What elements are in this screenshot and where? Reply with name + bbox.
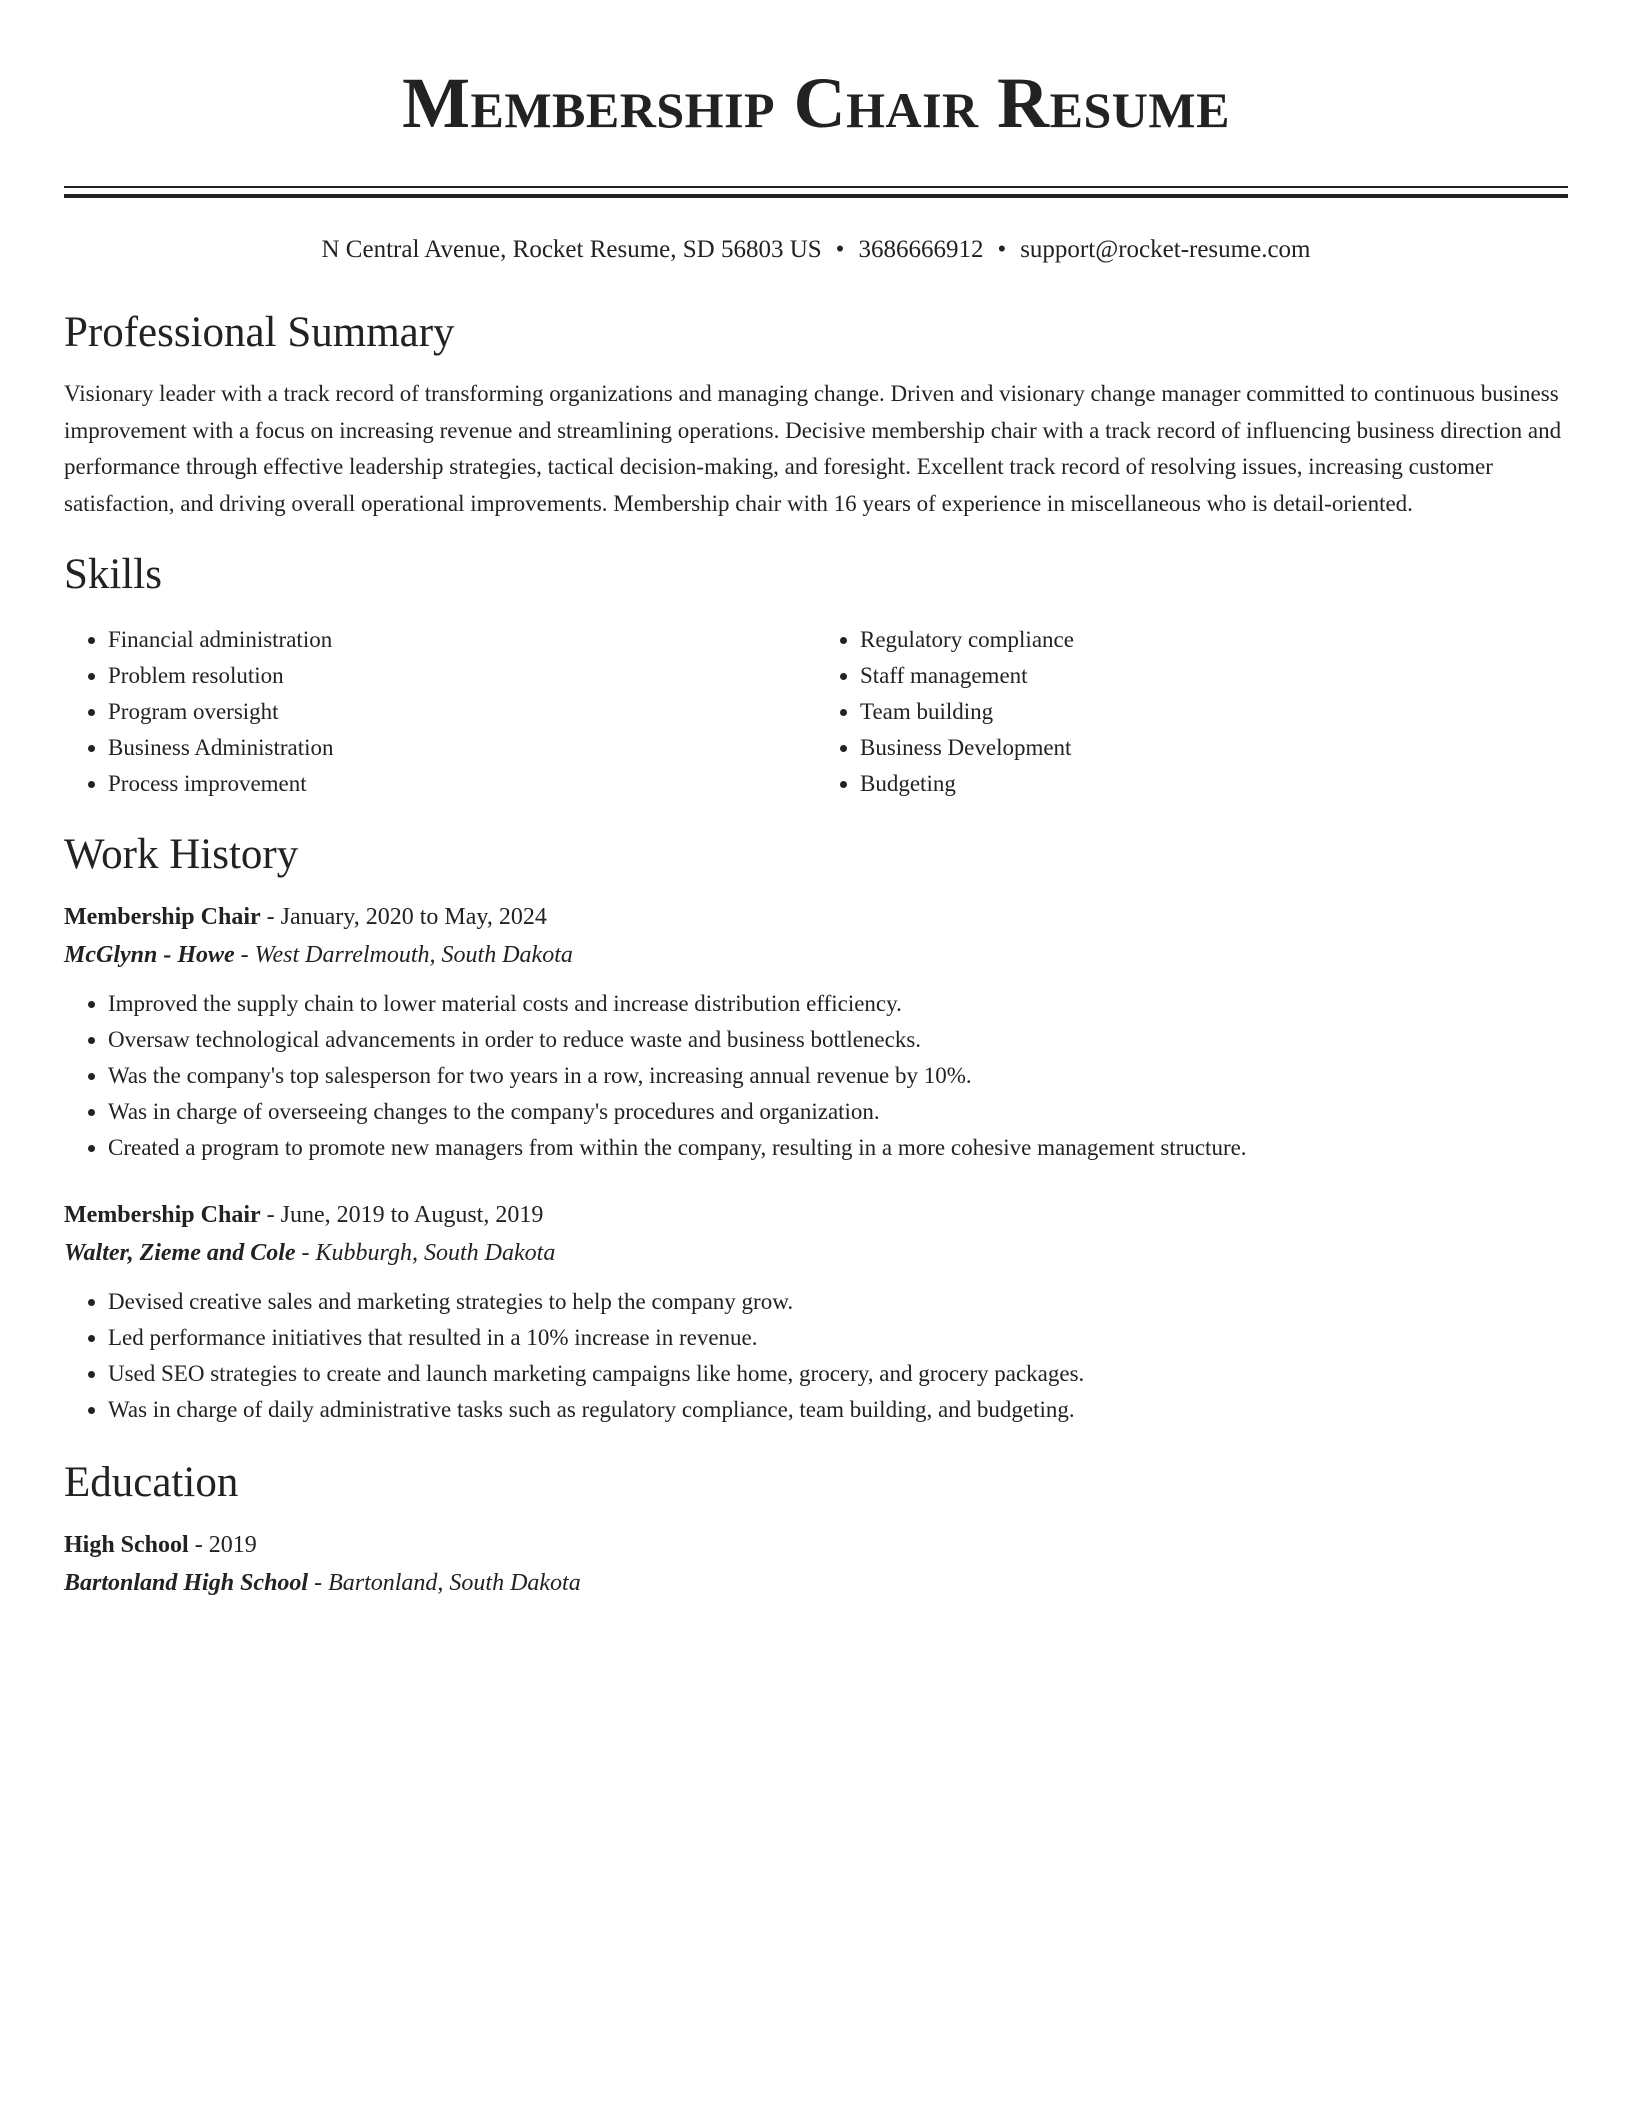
summary-heading: Professional Summary xyxy=(64,309,455,356)
job-bullet: • Improved the supply chain to lower material costs and increase distribution efficiency. xyxy=(108,986,1568,1022)
job-header xyxy=(64,1196,1568,1234)
job-bullet: • Was in charge of daily administrative tasks such as regulatory compliance, team building, and budgeting. xyxy=(108,1392,1568,1428)
job-bullets xyxy=(64,986,1568,1166)
skill-item: • Business Development xyxy=(860,730,1568,766)
contact-separator: • xyxy=(835,236,845,263)
education-entry xyxy=(64,1526,1568,1602)
job-bullet: • Led performance initiatives that resulted in a 10% increase in revenue. xyxy=(108,1320,1568,1356)
education-header xyxy=(64,1526,1568,1564)
job-bullet: • Used SEO strategies to create and launch marketing campaigns like home, grocery, and grocery packages. xyxy=(108,1356,1568,1392)
summary-text: Visionary leader with a track record of transforming organizations and managing change. Driven and visionary change manager committed to continuous business improvement with a focus on increasing revenue and streamlining operations. Decisive membership chair with a track record of influencing business direction and performance through effective leadership strategies, tactical decision-making, and foresight. Excellent track record of resolving issues, increasing customer satisfaction, and driving overall operational improvements. Membership chair with 16 years of experience in miscellaneous who is detail-oriented. xyxy=(64,381,1562,516)
skill-item: • Team building xyxy=(860,694,1568,730)
title-divider-thin xyxy=(64,186,1568,188)
education-location: - Bartonland, South Dakota xyxy=(308,1570,581,1596)
education-heading: Education xyxy=(64,1459,239,1506)
job-title: Membership Chair xyxy=(64,1202,261,1228)
skill-item: • Problem resolution xyxy=(108,658,816,694)
skills-heading: Skills xyxy=(64,551,162,598)
job-dates: - June, 2019 to August, 2019 xyxy=(260,1202,544,1228)
work-history-heading: Work History xyxy=(64,831,299,878)
education-school-line xyxy=(64,1564,1568,1602)
contact-line xyxy=(64,234,1568,266)
job-header xyxy=(64,898,1568,936)
skill-item: • Program oversight xyxy=(108,694,816,730)
skills-list-left xyxy=(64,622,816,802)
contact-email: support@rocket-resume.com xyxy=(1020,236,1311,263)
skills-list-right xyxy=(816,622,1568,802)
job-entry xyxy=(64,898,1568,1166)
job-dates: - January, 2020 to May, 2024 xyxy=(260,904,547,930)
job-company: Walter, Zieme and Cole xyxy=(64,1240,296,1266)
contact-phone: 3686666912 xyxy=(858,236,984,263)
job-location: - West Darrelmouth, South Dakota xyxy=(234,942,573,968)
job-company: McGlynn - Howe xyxy=(64,942,235,968)
education-year: - 2019 xyxy=(188,1532,257,1558)
education-degree: High School xyxy=(64,1532,189,1558)
contact-separator: • xyxy=(997,236,1007,263)
education-school: Bartonland High School xyxy=(64,1570,309,1596)
job-bullet: • Was in charge of overseeing changes to the company's procedures and organization. xyxy=(108,1094,1568,1130)
skill-item: • Budgeting xyxy=(860,766,1568,802)
skill-item: • Process improvement xyxy=(108,766,816,802)
skill-item: • Business Administration xyxy=(108,730,816,766)
skill-item: • Regulatory compliance xyxy=(860,622,1568,658)
contact-address: N Central Avenue, Rocket Resume, SD 56803 US xyxy=(321,236,822,263)
job-company-line xyxy=(64,936,1568,974)
job-bullets xyxy=(64,1284,1568,1428)
skills-columns xyxy=(64,622,1568,802)
job-location: - Kubburgh, South Dakota xyxy=(295,1240,556,1266)
skill-item: • Financial administration xyxy=(108,622,816,658)
job-company-line xyxy=(64,1234,1568,1272)
title-divider-thick xyxy=(64,194,1568,198)
job-entry xyxy=(64,1196,1568,1428)
job-bullet: • Was the company's top salesperson for two years in a row, increasing annual revenue by 10%. xyxy=(108,1058,1568,1094)
resume-title: Membership Chair Resume xyxy=(402,63,1230,143)
job-bullet: • Oversaw technological advancements in order to reduce waste and business bottlenecks. xyxy=(108,1022,1568,1058)
job-bullet: • Devised creative sales and marketing strategies to help the company grow. xyxy=(108,1284,1568,1320)
job-title: Membership Chair xyxy=(64,904,261,930)
skill-item: • Staff management xyxy=(860,658,1568,694)
job-bullet: • Created a program to promote new managers from within the company, resulting in a more cohesive management structure. xyxy=(108,1130,1568,1166)
